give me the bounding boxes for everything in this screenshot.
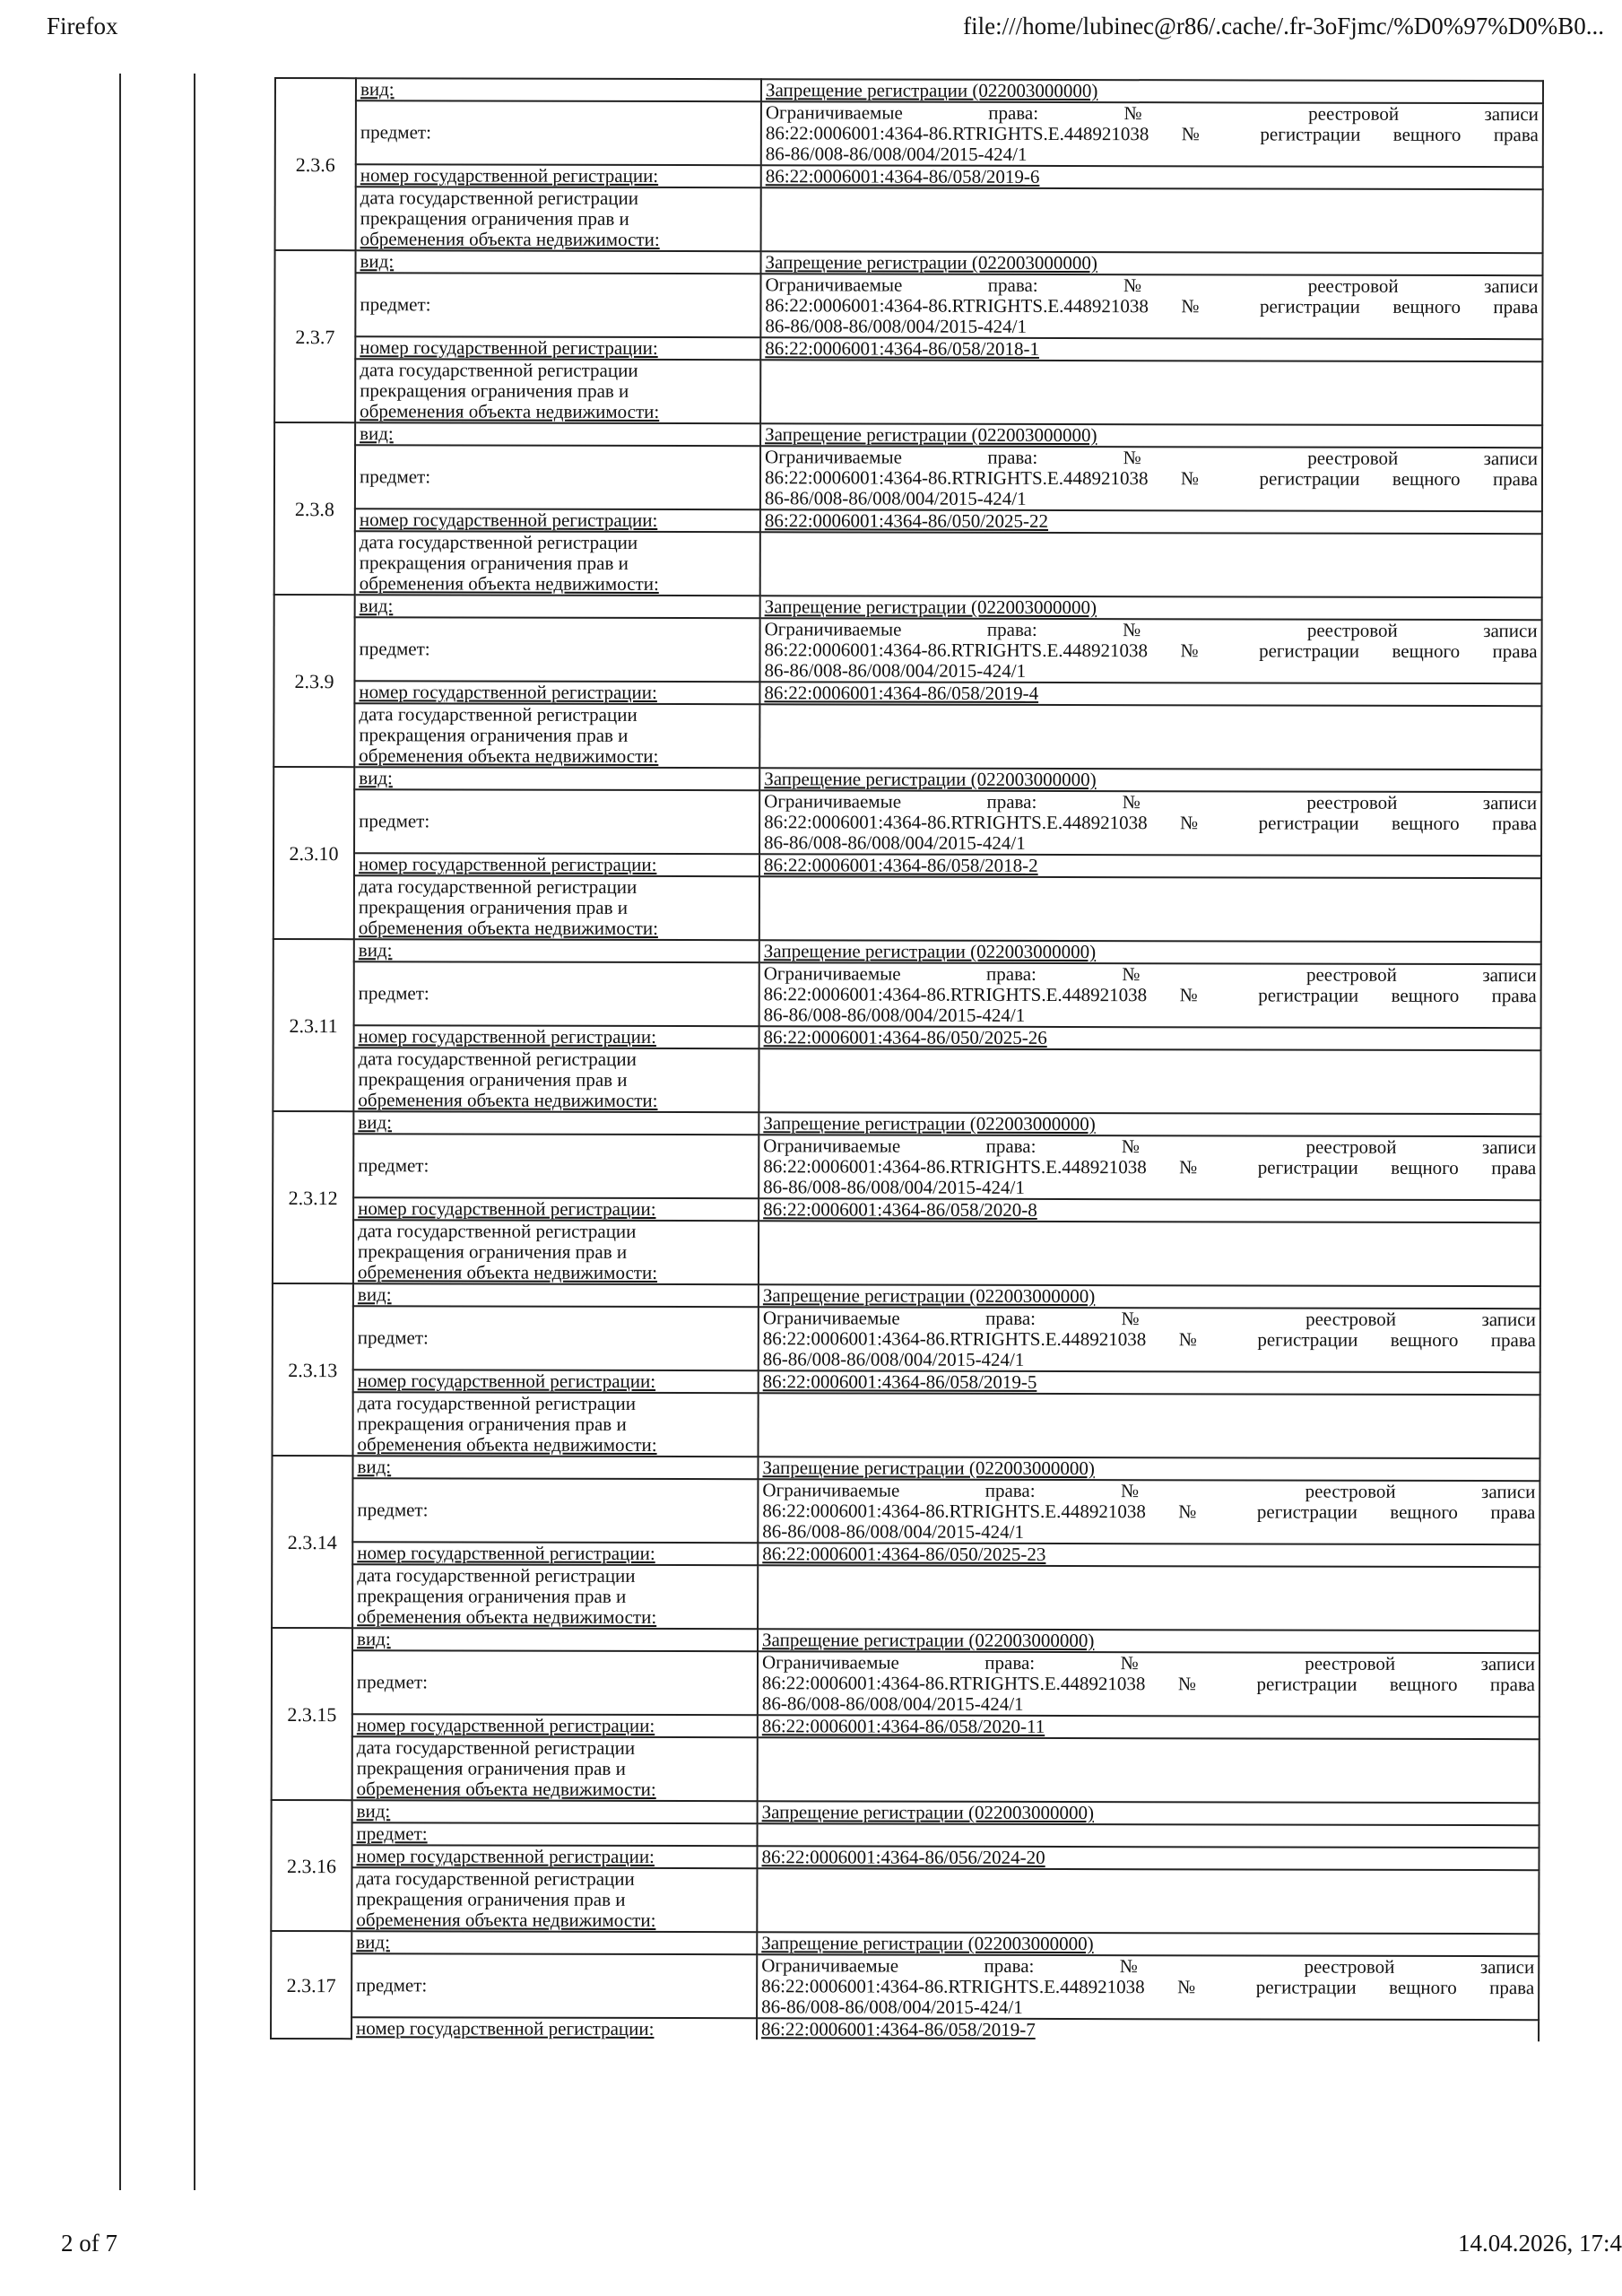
label-vid: вид: xyxy=(353,1283,759,1307)
value-vid: Запрещение регистрации (022003000000) xyxy=(759,1112,1540,1136)
label-predmet: предмет: xyxy=(355,445,760,509)
label-vid: вид: xyxy=(352,1628,758,1651)
value-reg-number: 86:22:0006001:4364-86/058/2019-6 xyxy=(761,165,1543,189)
label-reg-number: номер государственной регистрации: xyxy=(353,1370,759,1393)
value-predmet xyxy=(759,790,1541,856)
predmet-line: Ограничиваемые права: № реестровой записи xyxy=(763,1135,1537,1159)
predmet-line: Ограничиваемые права: № реестровой записи xyxy=(765,446,1539,470)
value-vid: Запрещение регистрации (022003000000) xyxy=(757,1932,1539,1956)
record-row-predmet xyxy=(273,961,1541,1028)
value-predmet xyxy=(758,1651,1540,1717)
predmet-line: 86:22:0006001:4364-86.RTRIGHTS.E.448921038 № регистрации вещного права xyxy=(761,1672,1535,1696)
record-number: 2.3.10 xyxy=(273,767,354,939)
record-row-predmet xyxy=(273,789,1541,856)
record-row-predmet xyxy=(275,100,1543,167)
label-vid: вид: xyxy=(352,1800,758,1823)
label-termination-date xyxy=(351,1867,757,1932)
label-line: дата государственной регистрации xyxy=(359,531,638,553)
document-sheet xyxy=(270,77,1544,2042)
predmet-line: 86:22:0006001:4364-86.RTRIGHTS.E.448921038 № регистрации вещного права xyxy=(762,1500,1536,1524)
record-row-reg-number xyxy=(273,1025,1541,1050)
record-number: 2.3.12 xyxy=(273,1111,353,1283)
record-row-termination-date xyxy=(274,359,1542,425)
predmet-line: 86:22:0006001:4364-86.RTRIGHTS.E.448921038 № регистрации вещного права xyxy=(761,1975,1535,1999)
predmet-line: 86:22:0006001:4364-86.RTRIGHTS.E.448921038 № регистрации вещного права xyxy=(764,811,1538,835)
value-vid: Запрещение регистрации (022003000000) xyxy=(758,1629,1540,1653)
predmet-line: 86:22:0006001:4364-86.RTRIGHTS.E.448921038 № регистрации вещного права xyxy=(763,1155,1537,1179)
label-line: обременения объекта недвижимости: xyxy=(358,1089,658,1111)
value-vid: Запрещение регистрации (022003000000) xyxy=(758,1457,1540,1481)
label-predmet: предмет: xyxy=(354,789,759,854)
label-line: прекращения ограничения прав и xyxy=(360,207,629,230)
label-line: обременения объекта недвижимости: xyxy=(356,1778,656,1800)
value-reg-number: 86:22:0006001:4364-86/058/2019-7 xyxy=(757,2018,1539,2041)
predmet-line: Ограничиваемые права: № реестровой записи xyxy=(763,962,1537,987)
label-line: прекращения ограничения прав и xyxy=(357,1585,627,1607)
label-termination-date xyxy=(353,1048,759,1112)
label-vid: вид: xyxy=(355,422,760,446)
label-reg-number: номер государственной регистрации: xyxy=(352,1542,758,1565)
value-predmet xyxy=(759,962,1541,1028)
record-row-termination-date xyxy=(273,1220,1540,1286)
value-vid: Запрещение регистрации (022003000000) xyxy=(758,1801,1540,1825)
label-line: прекращения ограничения прав и xyxy=(357,1413,627,1435)
record-row-vid xyxy=(275,78,1543,103)
record-row-predmet xyxy=(273,617,1541,683)
record-number: 2.3.17 xyxy=(271,1931,351,2039)
record-row-reg-number xyxy=(272,1714,1540,1739)
label-line: прекращения ограничения прав и xyxy=(358,1068,628,1091)
label-line: обременения объекта недвижимости: xyxy=(357,1261,658,1283)
value-reg-number: 86:22:0006001:4364-86/058/2018-1 xyxy=(760,337,1542,361)
print-datetime: 14.04.2026, 17:4 xyxy=(1457,2230,1622,2257)
value-termination-date xyxy=(759,1393,1540,1458)
label-reg-number: номер государственной регистрации: xyxy=(354,681,759,704)
predmet-line: Ограничиваемые права: № реестровой записи xyxy=(762,1307,1536,1331)
value-vid: Запрещение регистрации (022003000000) xyxy=(760,423,1542,448)
record-number: 2.3.8 xyxy=(274,422,355,595)
value-reg-number: 86:22:0006001:4364-86/058/2020-11 xyxy=(758,1715,1540,1739)
predmet-line: 86-86/008-86/008/004/2015-424/1 xyxy=(765,315,1028,337)
label-termination-date xyxy=(355,359,760,423)
record-row-termination-date xyxy=(272,1736,1540,1803)
value-reg-number: 86:22:0006001:4364-86/058/2019-5 xyxy=(759,1370,1540,1395)
record-row-vid xyxy=(273,939,1541,964)
predmet-line: 86-86/008-86/008/004/2015-424/1 xyxy=(761,1996,1023,2018)
predmet-line: 86-86/008-86/008/004/2015-424/1 xyxy=(762,1520,1025,1543)
value-predmet xyxy=(758,1823,1540,1848)
record-number: 2.3.9 xyxy=(273,595,354,767)
value-termination-date xyxy=(759,1048,1540,1114)
label-line: прекращения ограничения прав и xyxy=(360,379,629,402)
label-line: обременения объекта недвижимости: xyxy=(356,1909,656,1931)
label-line: дата государственной регистрации xyxy=(356,1736,636,1759)
label-line: прекращения ограничения прав и xyxy=(356,1757,626,1779)
record-row-predmet xyxy=(271,1953,1539,2020)
label-predmet: предмет: xyxy=(356,100,761,165)
value-vid: Запрещение регистрации (022003000000) xyxy=(761,79,1543,103)
label-termination-date xyxy=(352,1736,758,1801)
record-number: 2.3.7 xyxy=(274,250,355,422)
label-predmet: предмет: xyxy=(353,1134,759,1198)
record-row-termination-date xyxy=(273,1048,1540,1114)
scan-margin-line xyxy=(119,74,121,2190)
restrictions-table xyxy=(270,77,1544,2042)
label-line: обременения объекта недвижимости: xyxy=(359,744,659,767)
value-reg-number: 86:22:0006001:4364-86/058/2019-4 xyxy=(759,682,1541,706)
predmet-line: 86-86/008-86/008/004/2015-424/1 xyxy=(764,659,1027,682)
label-line: обременения объекта недвижимости: xyxy=(357,1433,657,1456)
label-line: прекращения ограничения прав и xyxy=(356,1888,626,1910)
predmet-line: Ограничиваемые права: № реестровой записи xyxy=(764,790,1538,814)
label-line: дата государственной регистрации xyxy=(360,187,639,209)
value-vid: Запрещение регистрации (022003000000) xyxy=(759,940,1541,964)
record-row-vid xyxy=(275,250,1543,275)
predmet-line: Ограничиваемые права: № реестровой записи xyxy=(765,274,1539,298)
label-line: дата государственной регистрации xyxy=(358,1048,637,1070)
label-line: дата государственной регистрации xyxy=(358,1220,637,1242)
record-row-reg-number xyxy=(271,1845,1539,1870)
label-reg-number: номер государственной регистрации: xyxy=(355,336,760,360)
record-row-vid xyxy=(272,1800,1540,1825)
label-line: прекращения ограничения прав и xyxy=(358,896,629,918)
label-predmet: предмет: xyxy=(355,273,760,337)
record-row-termination-date xyxy=(271,1867,1539,1934)
value-reg-number: 86:22:0006001:4364-86/058/2018-2 xyxy=(759,854,1541,878)
record-row-termination-date xyxy=(273,875,1541,942)
record-row-vid xyxy=(273,767,1541,792)
label-predmet: предмет: xyxy=(353,1306,759,1370)
record-number: 2.3.11 xyxy=(273,939,353,1111)
predmet-line: Ограничиваемые права: № реестровой записи xyxy=(761,1651,1536,1675)
predmet-line: 86-86/008-86/008/004/2015-424/1 xyxy=(764,487,1027,509)
value-termination-date xyxy=(759,704,1541,770)
value-termination-date xyxy=(758,1737,1540,1803)
value-vid: Запрещение регистрации (022003000000) xyxy=(760,596,1542,620)
label-predmet: предмет: xyxy=(352,1650,758,1715)
label-vid: вид: xyxy=(354,939,759,962)
label-reg-number: номер государственной регистрации: xyxy=(353,1197,759,1221)
value-vid: Запрещение регистрации (022003000000) xyxy=(759,1284,1540,1309)
label-reg-number: номер государственной регистрации: xyxy=(355,509,760,532)
label-vid: вид: xyxy=(352,1456,758,1479)
value-predmet xyxy=(761,101,1543,167)
record-row-predmet xyxy=(272,1478,1540,1544)
value-termination-date xyxy=(759,1221,1540,1286)
label-termination-date xyxy=(354,875,759,940)
label-termination-date xyxy=(354,703,759,768)
label-reg-number: номер государственной регистрации: xyxy=(351,1845,757,1868)
label-line: прекращения ограничения прав и xyxy=(358,1240,628,1263)
predmet-line: 86:22:0006001:4364-86.RTRIGHTS.E.448921038 № регистрации вещного права xyxy=(765,294,1539,318)
value-predmet xyxy=(760,446,1542,511)
label-vid: вид: xyxy=(353,1111,759,1135)
value-predmet xyxy=(759,618,1541,683)
label-line: дата государственной регистрации xyxy=(360,359,638,381)
predmet-line: 86:22:0006001:4364-86.RTRIGHTS.E.448921038 № регистрации вещного права xyxy=(765,122,1539,146)
record-number: 2.3.16 xyxy=(271,1800,351,1931)
label-line: прекращения ограничения прав и xyxy=(359,552,629,574)
record-row-vid xyxy=(274,422,1542,448)
record-row-vid xyxy=(272,1628,1540,1653)
predmet-line: 86:22:0006001:4364-86.RTRIGHTS.E.448921038 № регистрации вещного права xyxy=(764,639,1538,663)
record-row-predmet xyxy=(272,1822,1540,1848)
value-termination-date xyxy=(759,876,1541,942)
value-vid: Запрещение регистрации (022003000000) xyxy=(759,768,1541,792)
label-termination-date xyxy=(353,1392,759,1457)
label-predmet: предмет: xyxy=(352,1478,758,1543)
predmet-line: Ограничиваемые права: № реестровой записи xyxy=(762,1479,1536,1503)
label-termination-date xyxy=(356,187,761,251)
predmet-line: 86:22:0006001:4364-86.RTRIGHTS.E.448921038 № регистрации вещного права xyxy=(762,1327,1536,1352)
record-row-predmet xyxy=(274,273,1542,339)
label-line: дата государственной регистрации xyxy=(357,1392,637,1414)
label-line: обременения объекта недвижимости: xyxy=(358,917,658,939)
predmet-line: 86-86/008-86/008/004/2015-424/1 xyxy=(761,1692,1024,1715)
label-vid: вид: xyxy=(354,767,759,790)
label-vid: вид: xyxy=(355,595,760,618)
page-counter: 2 of 7 xyxy=(61,2230,117,2257)
predmet-line: Ограничиваемые права: № реестровой записи xyxy=(761,1954,1535,1979)
record-row-predmet xyxy=(273,1306,1540,1372)
record-row-reg-number xyxy=(273,1370,1540,1395)
value-reg-number: 86:22:0006001:4364-86/050/2025-23 xyxy=(758,1543,1540,1567)
record-row-reg-number xyxy=(272,1542,1540,1567)
record-row-vid xyxy=(273,1283,1540,1309)
record-row-vid xyxy=(274,595,1542,620)
browser-name: Firefox xyxy=(47,13,118,39)
label-reg-number: номер государственной регистрации: xyxy=(352,1714,758,1737)
record-row-termination-date xyxy=(275,187,1543,253)
record-row-predmet xyxy=(273,1134,1540,1200)
record-row-reg-number xyxy=(274,336,1542,361)
label-line: обременения объекта недвижимости: xyxy=(359,572,659,595)
record-row-vid xyxy=(271,1931,1539,1956)
label-termination-date xyxy=(355,531,760,596)
value-termination-date xyxy=(760,532,1542,597)
record-row-termination-date xyxy=(272,1564,1540,1631)
value-termination-date xyxy=(761,187,1543,253)
value-predmet xyxy=(760,274,1542,339)
label-reg-number: номер государственной регистрации: xyxy=(354,853,759,876)
record-row-reg-number xyxy=(274,509,1542,534)
label-line: прекращения ограничения прав и xyxy=(359,724,629,746)
record-row-reg-number xyxy=(273,681,1541,706)
label-reg-number: номер государственной регистрации: xyxy=(354,1025,759,1048)
label-line: обременения объекта недвижимости: xyxy=(360,228,660,250)
label-reg-number: номер государственной регистрации: xyxy=(351,2017,757,2039)
record-row-predmet xyxy=(272,1650,1540,1717)
record-row-termination-date xyxy=(273,1392,1540,1458)
record-row-reg-number xyxy=(275,164,1543,189)
scan-margin-line xyxy=(194,74,195,2190)
record-row-termination-date xyxy=(274,531,1542,597)
label-line: дата государственной регистрации xyxy=(358,875,638,898)
label-termination-date xyxy=(353,1220,759,1284)
label-predmet: предмет: xyxy=(354,961,759,1026)
value-predmet xyxy=(757,1954,1539,2020)
label-vid: вид: xyxy=(356,78,761,101)
value-reg-number: 86:22:0006001:4364-86/058/2020-8 xyxy=(759,1198,1540,1222)
record-row-termination-date xyxy=(273,703,1541,770)
record-row-vid xyxy=(273,1111,1540,1136)
record-number: 2.3.6 xyxy=(275,78,356,250)
label-vid: вид: xyxy=(351,1931,757,1954)
value-termination-date xyxy=(760,360,1542,425)
page-url: file:///home/lubinec@r86/.cache/.fr-3oFjmc/%D0%97%D0%B0... xyxy=(963,13,1604,39)
label-predmet: предмет: xyxy=(352,1822,758,1846)
value-vid: Запрещение регистрации (022003000000) xyxy=(761,251,1543,275)
label-vid: вид: xyxy=(356,250,761,274)
label-predmet: предмет: xyxy=(354,617,759,682)
predmet-line: 86:22:0006001:4364-86.RTRIGHTS.E.448921038 № регистрации вещного права xyxy=(764,466,1539,491)
value-termination-date xyxy=(757,1868,1539,1934)
record-row-reg-number xyxy=(271,2017,1539,2041)
label-line: дата государственной регистрации xyxy=(356,1867,635,1890)
value-predmet xyxy=(759,1307,1540,1372)
value-reg-number: 86:22:0006001:4364-86/056/2024-20 xyxy=(757,1846,1539,1870)
label-predmet: предмет: xyxy=(351,1953,757,2018)
record-number: 2.3.15 xyxy=(272,1628,352,1800)
predmet-line: 86-86/008-86/008/004/2015-424/1 xyxy=(762,1348,1025,1370)
record-number: 2.3.14 xyxy=(272,1456,352,1628)
value-predmet xyxy=(758,1479,1540,1544)
label-line: дата государственной регистрации xyxy=(357,1564,636,1587)
label-termination-date xyxy=(352,1564,758,1629)
value-predmet xyxy=(759,1135,1540,1200)
record-row-vid xyxy=(272,1456,1540,1481)
record-row-reg-number xyxy=(273,853,1541,878)
label-line: обременения объекта недвижимости: xyxy=(357,1605,657,1628)
value-reg-number: 86:22:0006001:4364-86/050/2025-22 xyxy=(760,509,1542,534)
label-line: обременения объекта недвижимости: xyxy=(360,400,660,422)
value-termination-date xyxy=(758,1565,1540,1631)
record-row-reg-number xyxy=(273,1197,1540,1222)
predmet-line: 86-86/008-86/008/004/2015-424/1 xyxy=(763,1176,1025,1198)
label-reg-number: номер государственной регистрации: xyxy=(356,164,761,187)
record-number: 2.3.13 xyxy=(273,1283,353,1456)
value-reg-number: 86:22:0006001:4364-86/050/2025-26 xyxy=(759,1026,1541,1050)
predmet-line: Ограничиваемые права: № реестровой записи xyxy=(765,101,1539,126)
predmet-line: 86-86/008-86/008/004/2015-424/1 xyxy=(764,831,1026,854)
record-row-predmet xyxy=(274,445,1542,511)
predmet-line: 86-86/008-86/008/004/2015-424/1 xyxy=(763,1004,1026,1026)
predmet-line: 86-86/008-86/008/004/2015-424/1 xyxy=(765,143,1028,165)
label-line: дата государственной регистрации xyxy=(359,703,638,726)
predmet-line: 86:22:0006001:4364-86.RTRIGHTS.E.448921038 № регистрации вещного права xyxy=(763,983,1537,1007)
predmet-line: Ограничиваемые права: № реестровой записи xyxy=(764,618,1538,642)
